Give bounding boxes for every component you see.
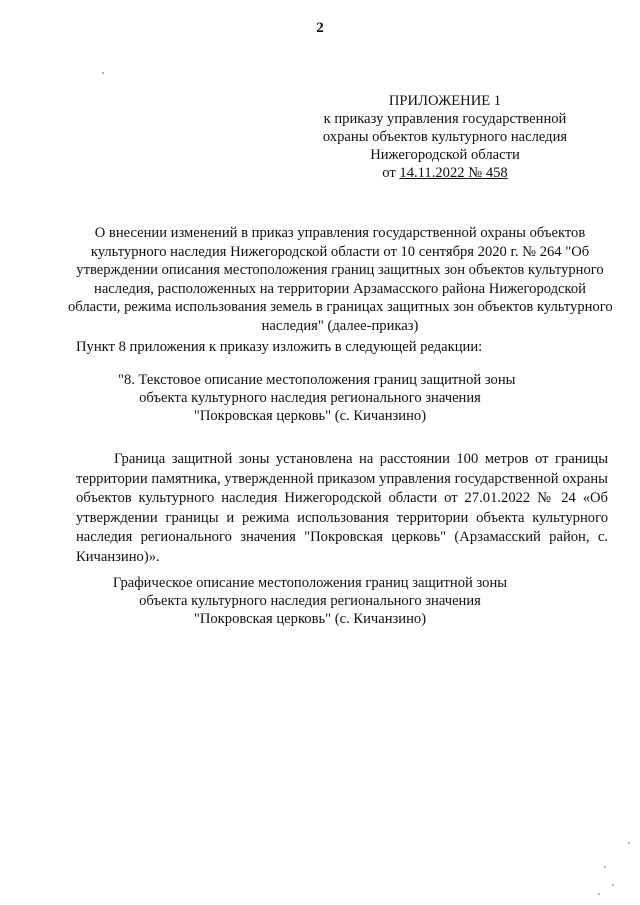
- paragraph-line: объектов культурного наследия Нижегородской области от 27.01.2022 № 24 «Об: [76, 490, 608, 507]
- heading-line: объекта культурного наследия регионального значения: [139, 593, 481, 609]
- title-line: О внесении изменений в приказ управления государственной охраны объектов: [94, 225, 586, 241]
- order-date: 14.11.2022: [399, 165, 465, 181]
- paragraph-line: Кичанзино)».: [76, 548, 160, 565]
- order-date-number: [399, 165, 507, 181]
- appendix-line-2: охраны объектов культурного наследия: [322, 129, 568, 145]
- order-number: 458: [485, 165, 508, 181]
- heading-line: "Покровская церковь" (с. Кичанзино): [193, 611, 427, 627]
- scan-speck: [604, 866, 606, 868]
- heading-line: Графическое описание местоположения границ защитной зоны: [112, 575, 508, 591]
- date-prefix: от: [382, 165, 396, 181]
- scan-speck: [628, 842, 630, 844]
- title-line: области, режима использования земель в границах защитных зон объектов культурного: [68, 299, 613, 316]
- text-description-heading: [0, 371, 640, 425]
- appendix-date-line: [300, 164, 590, 182]
- title-line: наследия" (далее-приказ): [261, 317, 419, 334]
- heading-line: "8. Текстовое описание местоположения границ защитной зоны: [118, 372, 516, 388]
- graphic-description-heading: [0, 574, 640, 628]
- paragraph-line: Граница защитной зоны установлена на расстоянии 100 метров от границы: [114, 451, 608, 467]
- appendix-line-3: Нижегородской области: [370, 147, 520, 163]
- title-line: наследия, расположенных на территории Арзамасского района Нижегородской: [94, 280, 586, 297]
- heading-line: "Покровская церковь" (с. Кичанзино): [193, 408, 427, 424]
- paragraph-line: наследия регионального значения "Покровская церковь" (Арзамасский район, с.: [76, 529, 608, 546]
- document-title: [68, 224, 612, 336]
- boundary-paragraph: [76, 450, 608, 568]
- appendix-heading: ПРИЛОЖЕНИЕ 1: [388, 93, 502, 109]
- scan-speck: [612, 884, 614, 886]
- scan-speck: [598, 893, 600, 895]
- title-line: культурного наследия Нижегородской области от 10 сентября 2020 г. № 264 "Об: [90, 243, 590, 260]
- page-number: 2: [316, 20, 324, 36]
- paragraph-line: территории памятника, утвержденной приказом управления государственной охраны: [76, 470, 608, 487]
- instruction-text: Пункт 8 приложения к приказу изложить в следующей редакции:: [76, 339, 483, 355]
- appendix-header: [300, 92, 590, 182]
- number-sign: №: [468, 165, 483, 181]
- paragraph-line: утверждении границы и режима использования территории объекта культурного: [76, 509, 608, 526]
- heading-line: объекта культурного наследия регионального значения: [139, 390, 481, 406]
- scan-speck: [102, 72, 104, 74]
- title-line: утверждении описания местоположения границ защитных зон объектов культурного: [76, 262, 604, 279]
- appendix-line-1: к приказу управления государственной: [323, 111, 567, 127]
